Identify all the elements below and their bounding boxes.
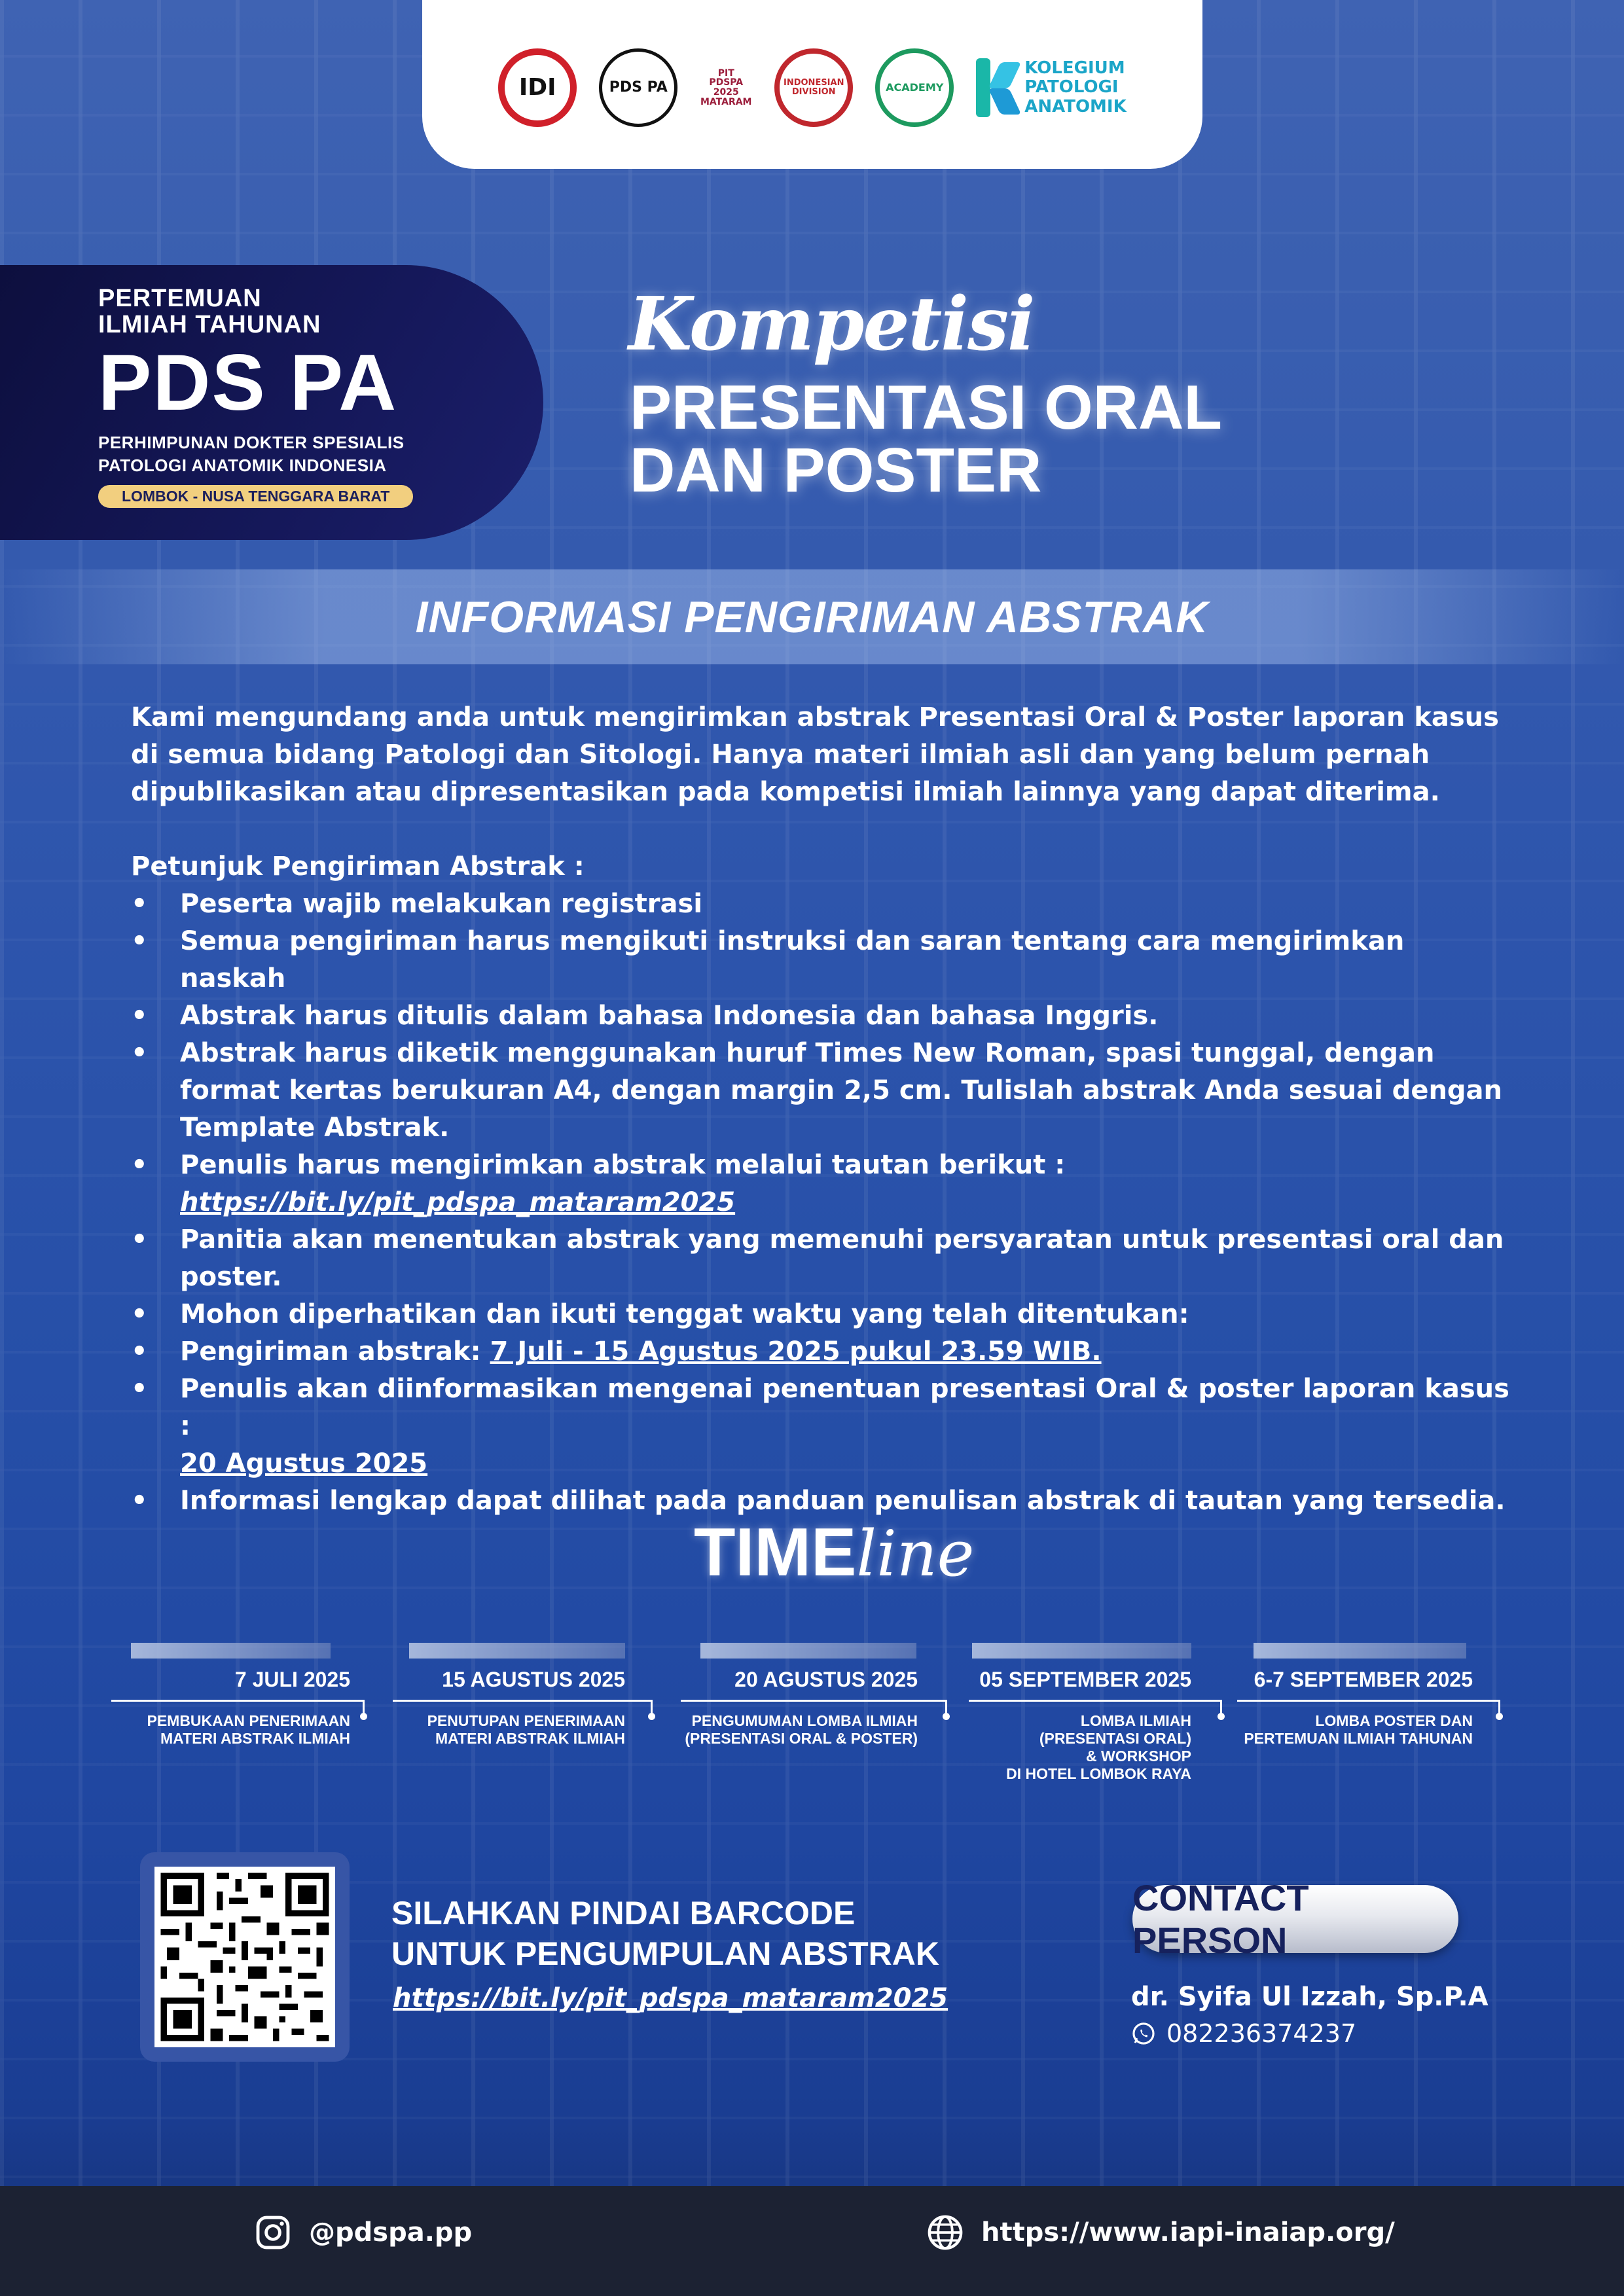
list-item: • Pengiriman abstrak: 7 Juli - 15 Agustus 2025 pukul 23.59 WIB. (131, 1333, 1519, 1371)
timeline-date: 7 JULI 2025 (234, 1668, 350, 1691)
instagram-link[interactable]: @pdspa.pp (254, 2214, 472, 2251)
list-item: • Penulis harus mengirimkan abstrak melalui tautan berikut : https://bit.ly/pit_pdspa_mataram2025 (131, 1147, 1519, 1221)
timeline-desc: LOMBA POSTER DAN PERTEMUAN ILMIAH TAHUNAN (1244, 1712, 1473, 1747)
pit-line2: ILMIAH TAHUNAN (98, 310, 321, 338)
whatsapp-icon (1131, 2021, 1156, 2046)
submission-period: 7 Juli - 15 Agustus 2025 pukul 23.59 WIB. (490, 1336, 1102, 1367)
contact-name: dr. Syifa Ul Izzah, Sp.P.A (1131, 1982, 1489, 2012)
heading-script: Kompetisi (628, 281, 1034, 367)
timeline-item (1237, 1643, 1499, 1748)
scan-instruction: SILAHKAN PINDAI BARCODE UNTUK PENGUMPULAN ABSTRAK (391, 1895, 940, 1972)
academy-logo: ACADEMY (875, 48, 954, 127)
pit-org-line1: PERHIMPUNAN DOKTER SPESIALIS (98, 432, 405, 452)
kolegium-text-3: ANATOMIK (1024, 96, 1127, 117)
kolegium-icon (976, 58, 1015, 117)
list-item: • Semua pengiriman harus mengikuti instruksi dan saran tentang cara mengirimkan naskah (131, 923, 1519, 997)
pit-line1: PERTEMUAN (98, 285, 262, 312)
qr-code[interactable] (140, 1852, 350, 2062)
list-item: • Penulis akan diinformasikan mengenai penentuan presentasi Oral & poster laporan kasus : 20 Agustus 2025 (131, 1371, 1519, 1482)
pit-title: PDS PA (98, 337, 398, 427)
timeline-item (681, 1643, 946, 1748)
timeline-item (969, 1643, 1221, 1783)
timeline-date: 20 AGUSTUS 2025 (734, 1668, 918, 1691)
banner-title: INFORMASI PENGIRIMAN ABSTRAK (415, 592, 1209, 642)
timeline-item (111, 1643, 363, 1748)
globe-icon (926, 2214, 964, 2251)
list-item: • Informasi lengkap dapat dilihat pada panduan penulisan abstrak di tautan yang tersedia. (131, 1482, 1519, 1520)
pit-location: LOMBOK - NUSA TENGGARA BARAT (98, 485, 413, 508)
pit-logo: PIT PDSPA 2025 MATARAM (700, 67, 752, 107)
list-item: • Mohon diperhatikan dan ikuti tenggat waktu yang telah ditentukan: (131, 1296, 1519, 1333)
kolegium-text-1: KOLEGIUM (1024, 58, 1125, 79)
timeline-date: 05 SEPTEMBER 2025 (979, 1668, 1191, 1691)
timeline-desc: PENUTUPAN PENERIMAAN MATERI ABSTRAK ILMIAH (427, 1712, 625, 1747)
rules-list (131, 886, 1519, 1520)
pit-org-line2: PATOLOGI ANATOMIK INDONESIA (98, 455, 387, 475)
intro-paragraph: Kami mengundang anda untuk mengirimkan abstrak Presentasi Oral & Poster laporan kasus di semua bidang Patologi dan Sitologi. Hanya materi ilmiah asli dan yang belum pernah dipublikasikan atau dipresentasikan pada kompetisi ilmiah lainnya yang dapat diterima. (131, 702, 1499, 807)
pit-badge (0, 265, 543, 540)
timeline-date: 15 AGUSTUS 2025 (442, 1668, 625, 1691)
heading-line1: PRESENTASI ORAL (630, 372, 1222, 442)
abstract-info (131, 699, 1519, 1520)
kolegium-logo (976, 58, 1127, 117)
announcement-date: 20 Agustus 2025 (180, 1448, 428, 1479)
timeline-date: 6-7 SEPTEMBER 2025 (1254, 1668, 1473, 1691)
scan-link[interactable]: https://bit.ly/pit_pdspa_mataram2025 (393, 1983, 948, 2013)
guide-title: Petunjuk Pengiriman Abstrak : (131, 852, 585, 882)
contact-phone[interactable]: 082236374237 (1131, 2019, 1356, 2048)
contact-person-button[interactable]: CONTACT PERSON (1132, 1885, 1458, 1953)
logo-bar (422, 0, 1202, 169)
list-item: • Panitia akan menentukan abstrak yang memenuhi persyaratan untuk presentasi oral dan poster. (131, 1221, 1519, 1296)
timeline-desc: LOMBA ILMIAH (PRESENTASI ORAL) & WORKSHOP DI HOTEL LOMBOK RAYA (1006, 1712, 1191, 1782)
timeline-title: TIMEline (694, 1515, 975, 1590)
list-item: • Abstrak harus diketik menggunakan huruf Times New Roman, spasi tunggal, dengan format kertas berukuran A4, dengan margin 2,5 cm. Tulislah abstrak Anda sesuai dengan Template Abstrak. (131, 1035, 1519, 1147)
indonesian-division-logo: INDONESIAN DIVISION (774, 48, 853, 127)
kolegium-text-2: PATOLOGI (1024, 77, 1119, 98)
timeline-desc: PEMBUKAAN PENERIMAAN MATERI ABSTRAK ILMIAH (147, 1712, 350, 1747)
list-item: • Abstrak harus ditulis dalam bahasa Indonesia dan bahasa Inggris. (131, 997, 1519, 1035)
idi-logo: IDI (498, 48, 577, 127)
qr-code-image (154, 1867, 335, 2047)
heading-line2: DAN POSTER (630, 435, 1042, 505)
instagram-icon (254, 2214, 292, 2251)
section-banner (0, 569, 1624, 664)
pdspa-logo: PDS PA (599, 48, 677, 127)
submission-link[interactable]: https://bit.ly/pit_pdspa_mataram2025 (180, 1187, 736, 1217)
website-link[interactable]: https://www.iapi-inaiap.org/ (926, 2214, 1395, 2251)
list-item: • Peserta wajib melakukan registrasi (131, 886, 1519, 923)
timeline-item (393, 1643, 651, 1748)
timeline-desc: PENGUMUMAN LOMBA ILMIAH (PRESENTASI ORAL & POSTER) (685, 1712, 918, 1747)
heading-title (630, 372, 1222, 505)
